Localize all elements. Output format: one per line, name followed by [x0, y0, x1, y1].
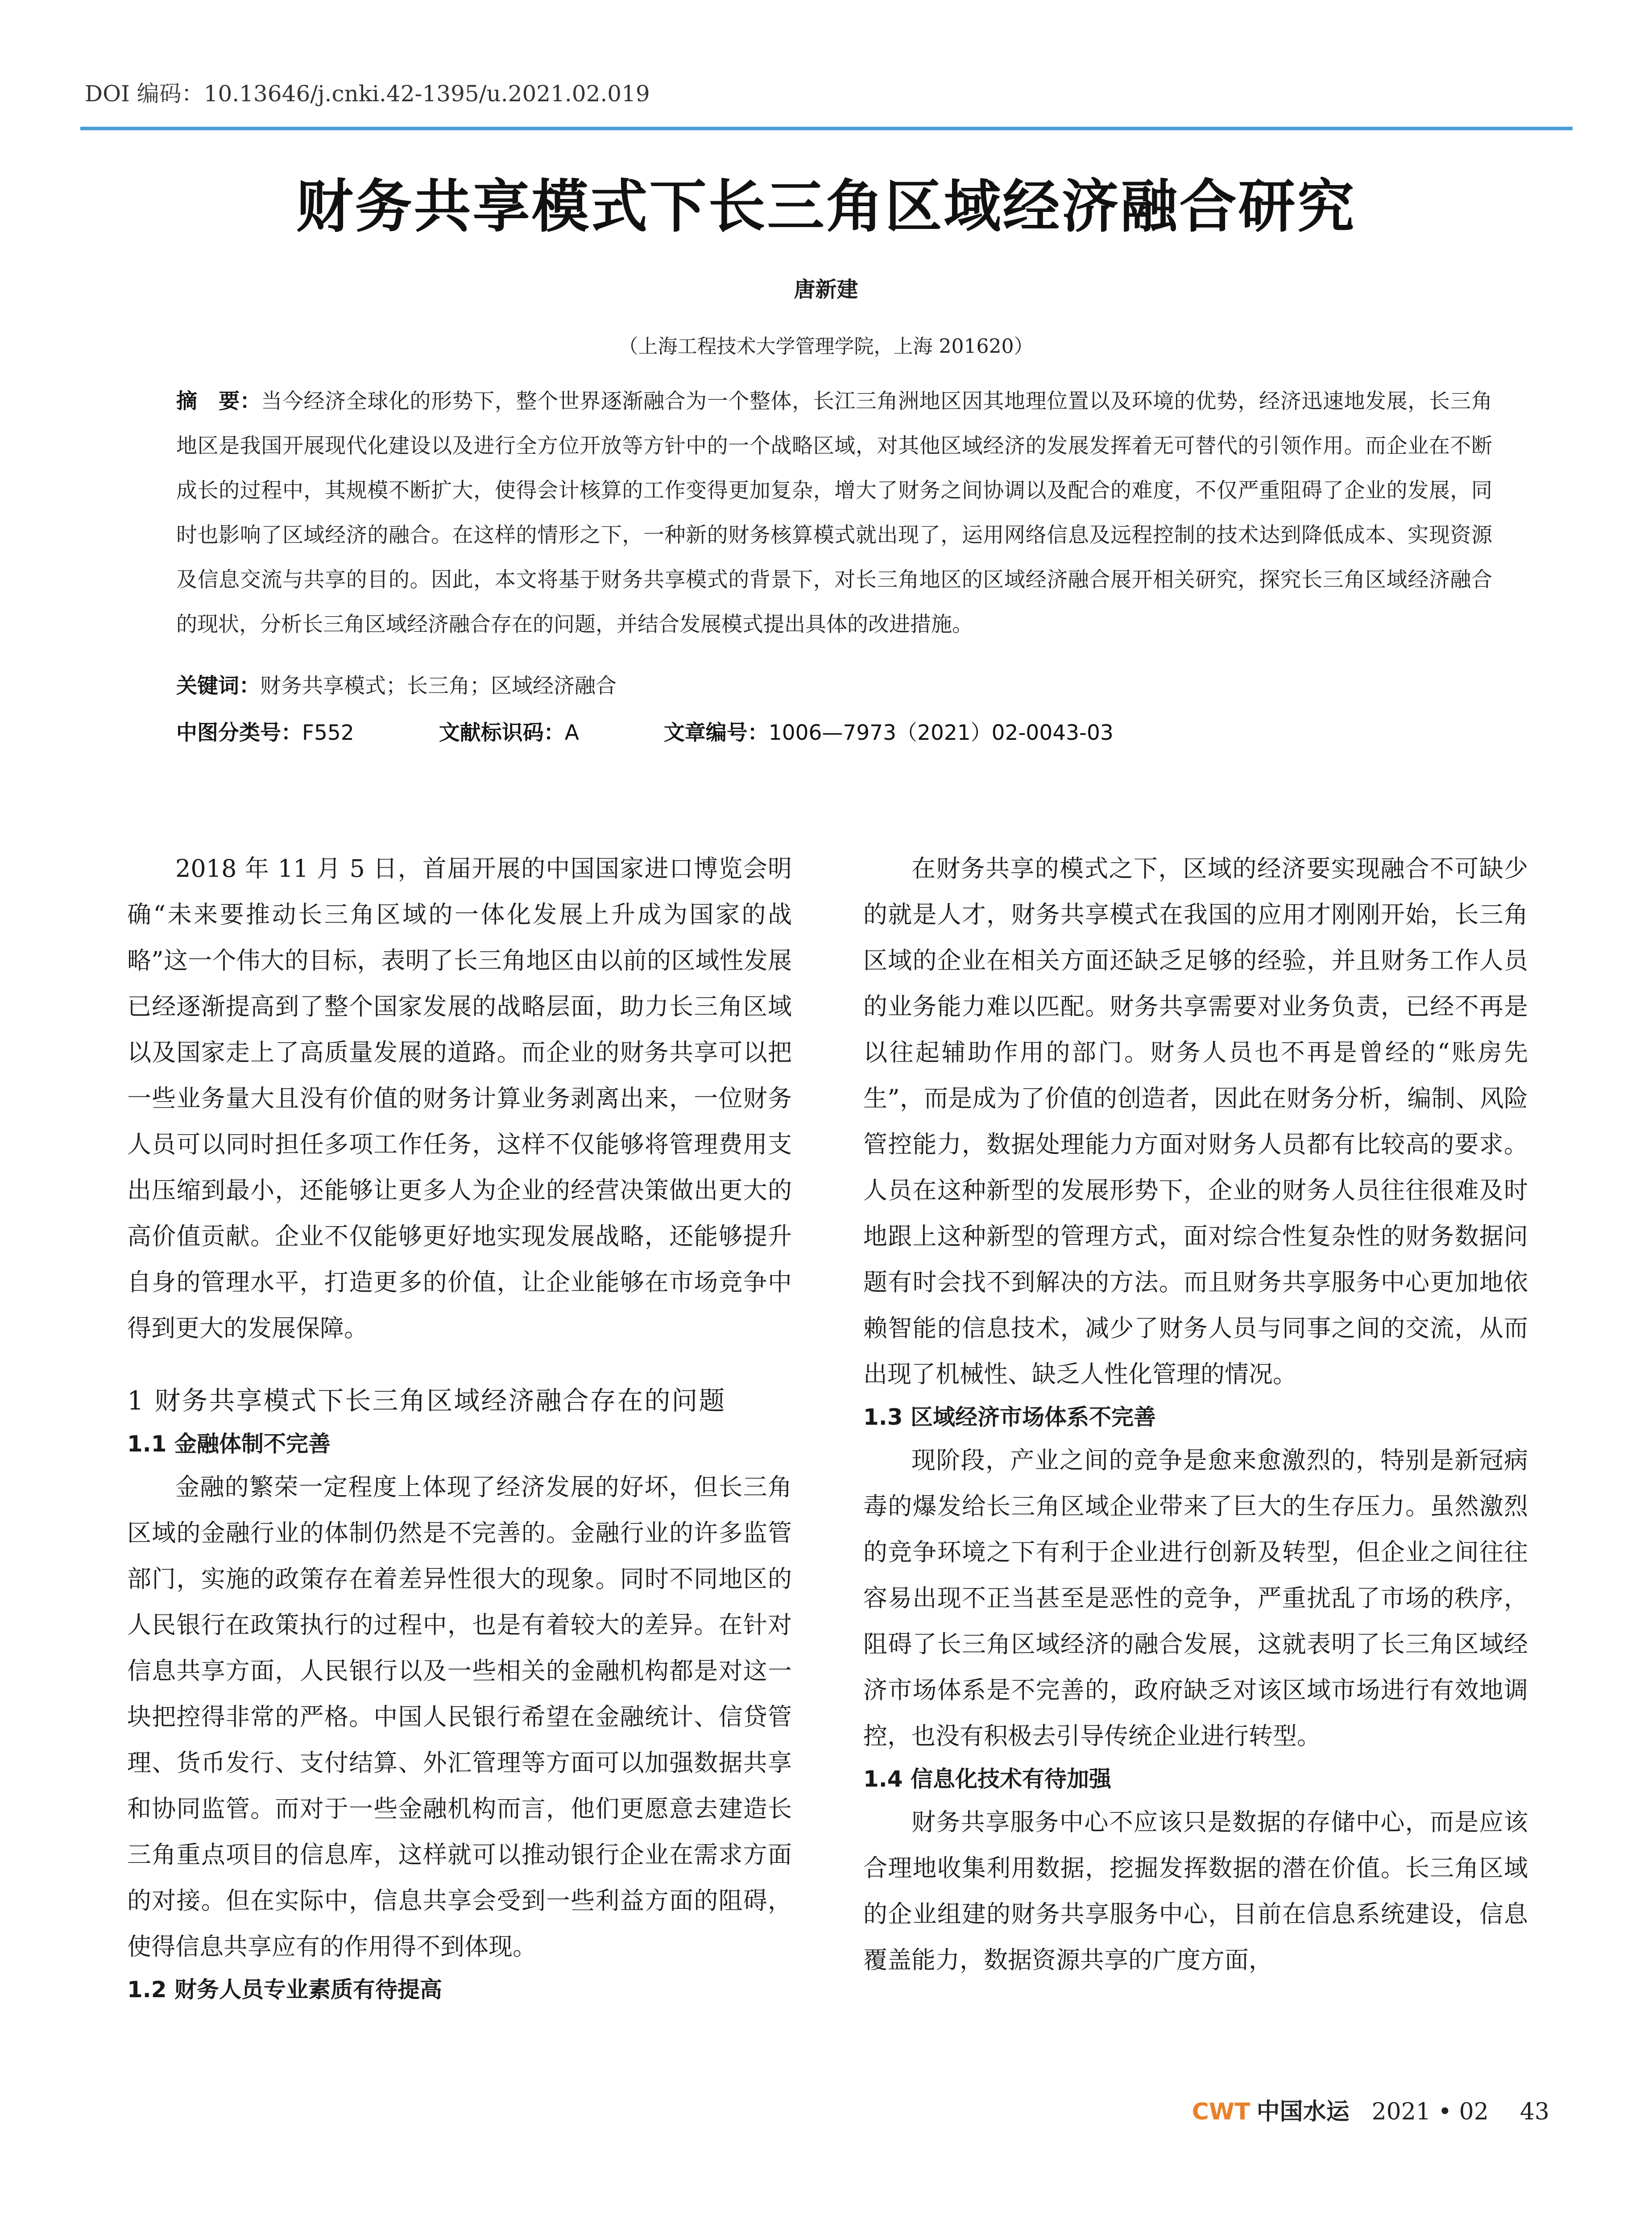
- abstract-label: 摘 要：: [176, 389, 261, 414]
- clc-label: 中图分类号：: [176, 721, 302, 745]
- document-code-value: A: [564, 721, 579, 745]
- subsection-1-4-heading: 1.4 信息化技术有待加强: [863, 1766, 1111, 1792]
- page-number: 43: [1520, 2098, 1549, 2125]
- clc-value: F552: [302, 721, 354, 745]
- body-column-right: [863, 846, 1528, 1983]
- intro-paragraph: 2018 年 11 月 5 日，首届开展的中国国家进口博览会明确“未来要推动长三角区域的一体化发展上升成为国家的战略”这一个伟大的目标，表明了长三角地区由以前的区域性发展已经逐渐提高到了整个国家发展的战略层面，助力长三角区域以及国家走上了高质量发展的道路。而企业的财务共享可以把一些业务量大且没有价值的财务计算业务剥离出来，一位财务人员可以同时担任多项工作任务，这样不仅能够将管理费用支出压缩到最小，还能够让更多人为企业的经营决策做出更大的高价值贡献。企业不仅能够更好地实现发展战略，还能够提升自身的管理水平，打造更多的价值，让企业能够在市场竞争中得到更大的发展保障。: [127, 854, 792, 1342]
- issue-label: 2021 • 02: [1371, 2098, 1489, 2125]
- classification-line: [176, 716, 1515, 746]
- journal-logo: CWT: [1192, 2098, 1250, 2125]
- subsection-1-3-heading: 1.3 区域经济市场体系不完善: [863, 1404, 1156, 1430]
- author-name: 唐新建: [794, 277, 858, 302]
- article-title: 财务共享模式下长三角区域经济融合研究: [296, 174, 1356, 240]
- keywords-text: 财务共享模式；长三角；区域经济融合: [260, 674, 617, 698]
- page-footer: [1192, 2093, 1549, 2126]
- subsection-1-1-heading: 1.1 金融体制不完善: [127, 1431, 331, 1457]
- subsection-1-3-paragraph: 现阶段，产业之间的竞争是愈来愈激烈的，特别是新冠病毒的爆发给长三角区域企业带来了巨大的生存压力。虽然激烈的竞争环境之下有利于企业进行创新及转型，但企业之间往往容易出现不正当甚至是恶性的竞争，严重扰乱了市场的秩序，阻碍了长三角区域经济的融合发展，这就表明了长三角区域经济市场体系是不完善的，政府缺乏对该区域市场进行有效地调控，也没有积极去引导传统企业进行转型。: [863, 1446, 1528, 1750]
- document-code: [439, 716, 579, 746]
- abstract-text: 当今经济全球化的形势下，整个世界逐渐融合为一个整体，长江三角洲地区因其地理位置以及环境的优势，经济迅速地发展，长三角地区是我国开展现代化建设以及进行全方位开放等方针中的一个战略区域，对其他区域经济的发展发挥着无可替代的引领作用。而企业在不断成长的过程中，其规模不断扩大，使得会计核算的工作变得更加复杂，增大了财务之间协调以及配合的难度，不仅严重阻碍了企业的发展，同时也影响了区域经济的融合。在这样的情形之下，一种新的财务核算模式就出现了，运用网络信息及远程控制的技术达到降低成本、实现资源及信息交流与共享的目的。因此，本文将基于财务共享模式的背景下，对长三角地区的区域经济融合展开相关研究，探究长三角区域经济融合的现状，分析长三角区域经济融合存在的问题，并结合发展模式提出具体的改进措施。: [176, 389, 1493, 637]
- keywords-label: 关键词：: [176, 674, 260, 698]
- subsection-1-2-paragraph: 在财务共享的模式之下，区域的经济要实现融合不可缺少的就是人才，财务共享模式在我国的应用才刚刚开始，长三角区域的企业在相关方面还缺乏足够的经验，并且财务工作人员的业务能力难以匹配。财务共享需要对业务负责，已经不再是以往起辅助作用的部门。财务人员也不再是曾经的“账房先生”，而是成为了价值的创造者，因此在财务分析，编制、风险管控能力，数据处理能力方面对财务人员都有比较高的要求。人员在这种新型的发展形势下，企业的财务人员往往很难及时地跟上这种新型的管理方式，面对综合性复杂性的财务数据问题有时会找不到解决的方法。而且财务共享服务中心更加地依赖智能的信息技术，减少了财务人员与同事之间的交流，从而出现了机械性、缺乏人性化管理的情况。: [863, 854, 1528, 1388]
- abstract: [176, 379, 1492, 647]
- article-number: [664, 716, 1114, 746]
- subsection-1-2-heading: 1.2 财务人员专业素质有待提高: [127, 1977, 442, 2003]
- body-column-left: [127, 846, 792, 2010]
- article-number-label: 文章编号：: [663, 721, 769, 745]
- subsection-1-1-paragraph: 金融的繁荣一定程度上体现了经济发展的好坏，但长三角区域的金融行业的体制仍然是不完善的。金融行业的许多监管部门，实施的政策存在着差异性很大的现象。同时不同地区的人民银行在政策执行的过程中，也是有着较大的差异。在针对信息共享方面，人民银行以及一些相关的金融机构都是对这一块把控得非常的严格。中国人民银行希望在金融统计、信贷管理、货币发行、支付结算、外汇管理等方面可以加强数据共享和协同监管。而对于一些金融机构而言，他们更愿意去建造长三角重点项目的信息库，这样就可以推动银行企业在需求方面的对接。但在实际中，信息共享会受到一些利益方面的阻碍，使得信息共享应有的作用得不到体现。: [127, 1473, 792, 1961]
- document-code-label: 文献标识码：: [439, 721, 565, 745]
- header-rule: [80, 127, 1573, 130]
- journal-name: 中国水运: [1256, 2098, 1350, 2125]
- section-1-heading: 1 财务共享模式下长三角区域经济融合存在的问题: [127, 1385, 726, 1416]
- article-number-value: 1006—7973（2021）02-0043-03: [768, 721, 1114, 745]
- clc-code: [176, 716, 354, 746]
- keywords: [176, 669, 1492, 699]
- subsection-1-4-paragraph: 财务共享服务中心不应该只是数据的存储中心，而是应该合理地收集利用数据，挖掘发挥数据的潜在价值。长三角区域的企业组建的财务共享服务中心，目前在信息系统建设，信息覆盖能力，数据资源共享的广度方面，: [863, 1808, 1528, 1974]
- doi-line: DOI 编码：10.13646/j.cnki.42-1395/u.2021.02.019: [85, 81, 650, 107]
- author-affiliation: （上海工程技术大学管理学院，上海 201620）: [618, 335, 1034, 358]
